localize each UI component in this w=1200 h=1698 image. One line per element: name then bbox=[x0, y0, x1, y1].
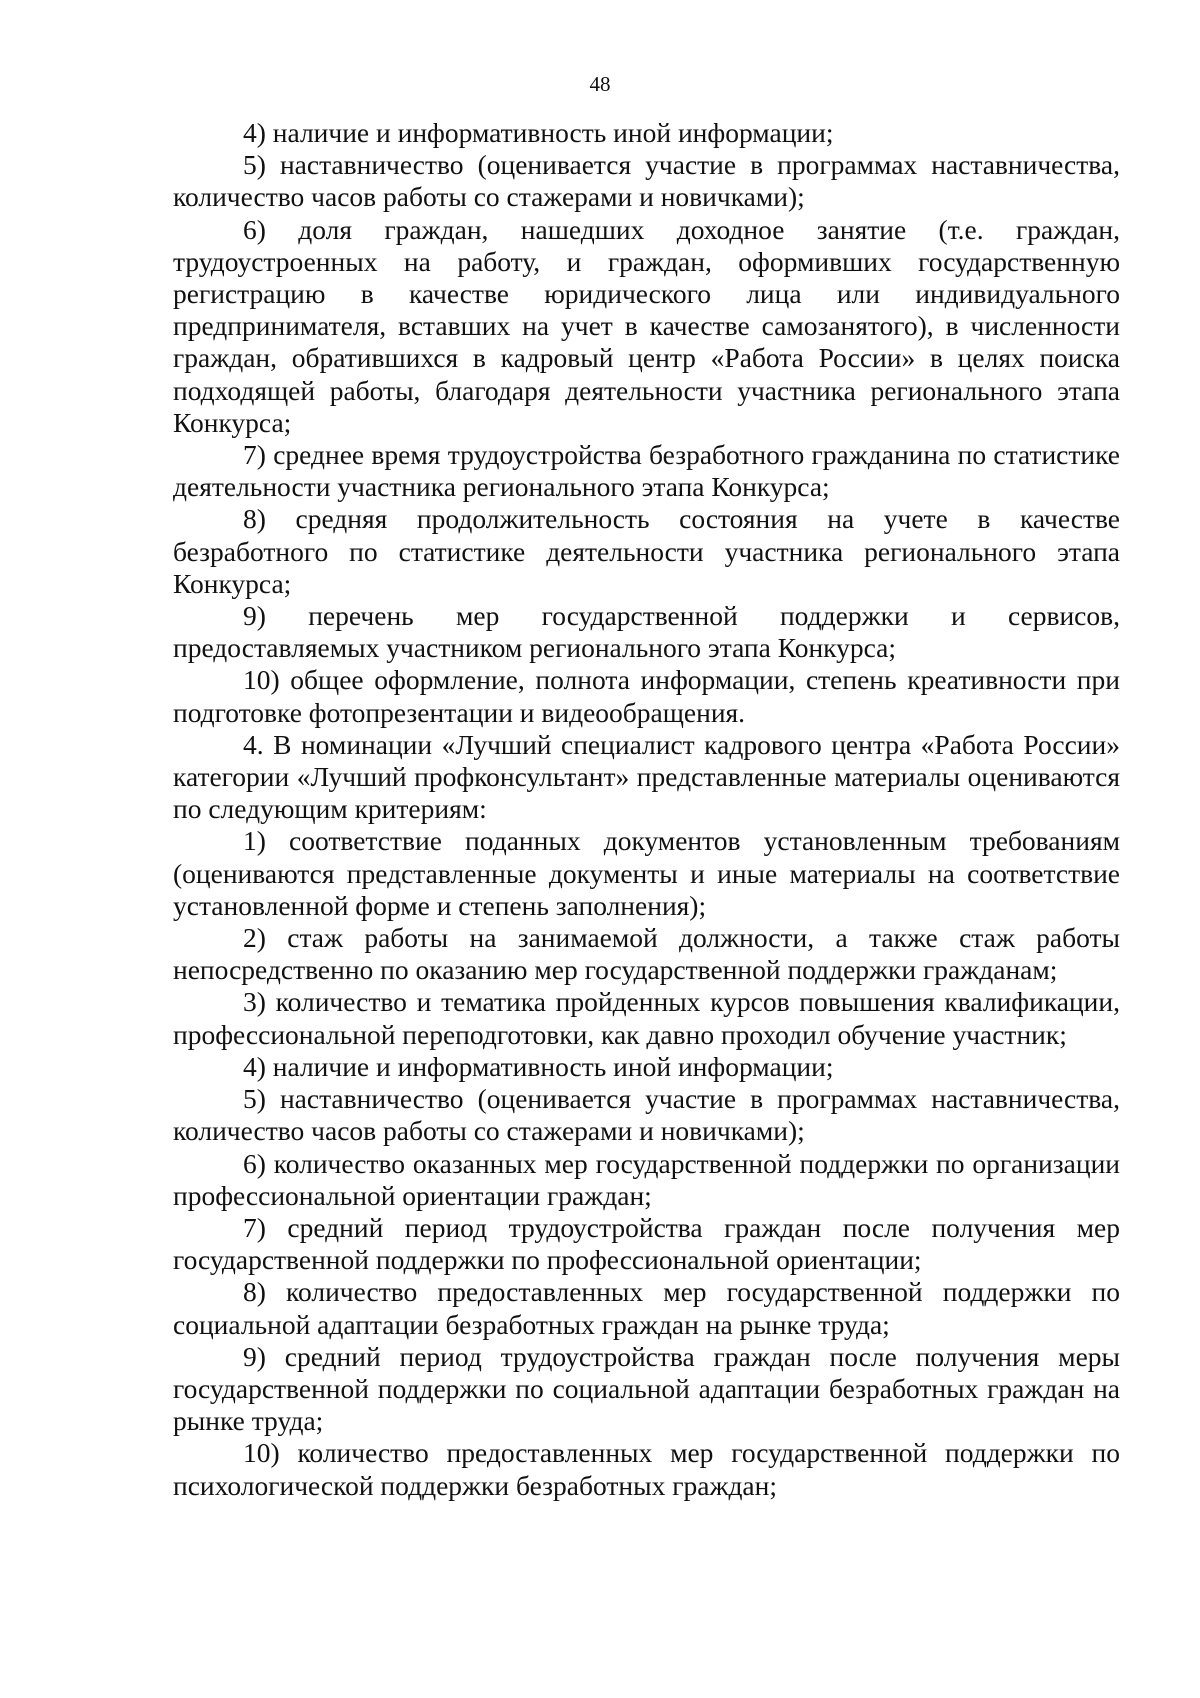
criterion-7-employment-period: 7) средний период трудоустройства граждан после получения мер государственной поддержки по профессиональной ориентации; bbox=[173, 1211, 1120, 1276]
list-item-5-mentoring: 5) наставничество (оценивается участие в программах наставничества, количество часов работы со стажерами и новичками); bbox=[173, 149, 1120, 213]
criterion-8-social-adaptation: 8) количество предоставленных мер государственной поддержки по социальной адаптации безработных граждан на рынке труда; bbox=[173, 1276, 1120, 1340]
criterion-2-experience: 2) стаж работы на занимаемой должности, а также стаж работы непосредственно по оказанию мер государственной поддержки гражданам; bbox=[173, 922, 1120, 986]
list-item-8-average-duration: 8) средняя продолжительность состояния на учете в качестве безработного по статистике деятельности участника регионального этапа Конкурса; bbox=[173, 503, 1120, 599]
page-number: 48 bbox=[589, 72, 611, 96]
criterion-10-psychological-support: 10) количество предоставленных мер государственной поддержки по психологической поддержки безработных граждан; bbox=[173, 1437, 1120, 1501]
criterion-9-adaptation-period: 9) средний период трудоустройства граждан после получения меры государственной поддержки по социальной адаптации безработных граждан на рынке труда; bbox=[173, 1340, 1120, 1437]
list-item-7-average-time: 7) среднее время трудоустройства безработного гражданина по статистике деятельности участника регионального этапа Конкурса; bbox=[173, 439, 1120, 503]
list-item-9-support-measures: 9) перечень мер государственной поддержки и сервисов, предоставляемых участником регионального этапа Конкурса; bbox=[173, 600, 1120, 664]
criterion-5-mentoring: 5) наставничество (оценивается участие в программах наставничества, количество часов работы со стажерами и новичками); bbox=[173, 1083, 1120, 1147]
criterion-3-courses: 3) количество и тематика пройденных курсов повышения квалификации, профессиональной переподготовки, как давно проходил обучение участник; bbox=[173, 986, 1120, 1050]
criterion-4-info: 4) наличие и информативность иной информации; bbox=[243, 1050, 834, 1082]
list-item-6-employment-share: 6) доля граждан, нашедших доходное занятие (т.е. граждан, трудоустроенных на работу, и граждан, оформивших государственную регистрацию в качестве юридического лица или индивидуального предпринимателя, вставших на учет в качестве самозанятого), в численности граждан, обратившихся в кадровый центр «Работа России» в целях поиска подходящей работы, благодаря деятельности участника регионального этапа Конкурса; bbox=[173, 213, 1120, 438]
document-body bbox=[173, 117, 1120, 1502]
criterion-1-documents: 1) соответствие поданных документов установленным требованиям (оцениваются представленные документы и иные материалы на соответствие установленной форме и степень заполнения); bbox=[173, 825, 1120, 921]
section-4-nomination: 4. В номинации «Лучший специалист кадрового центра «Работа России» категории «Лучший профконсультант» представленные материалы оцениваются по следующим критериям: bbox=[173, 728, 1120, 825]
criterion-6-career-guidance: 6) количество оказанных мер государственной поддержки по организации профессиональной ориентации граждан; bbox=[173, 1147, 1120, 1211]
list-item-10-presentation: 10) общее оформление, полнота информации, степень креативности при подготовке фотопрезентации и видеообращения. bbox=[173, 664, 1120, 728]
list-item-4-info: 4) наличие и информативность иной информации; bbox=[243, 117, 834, 148]
